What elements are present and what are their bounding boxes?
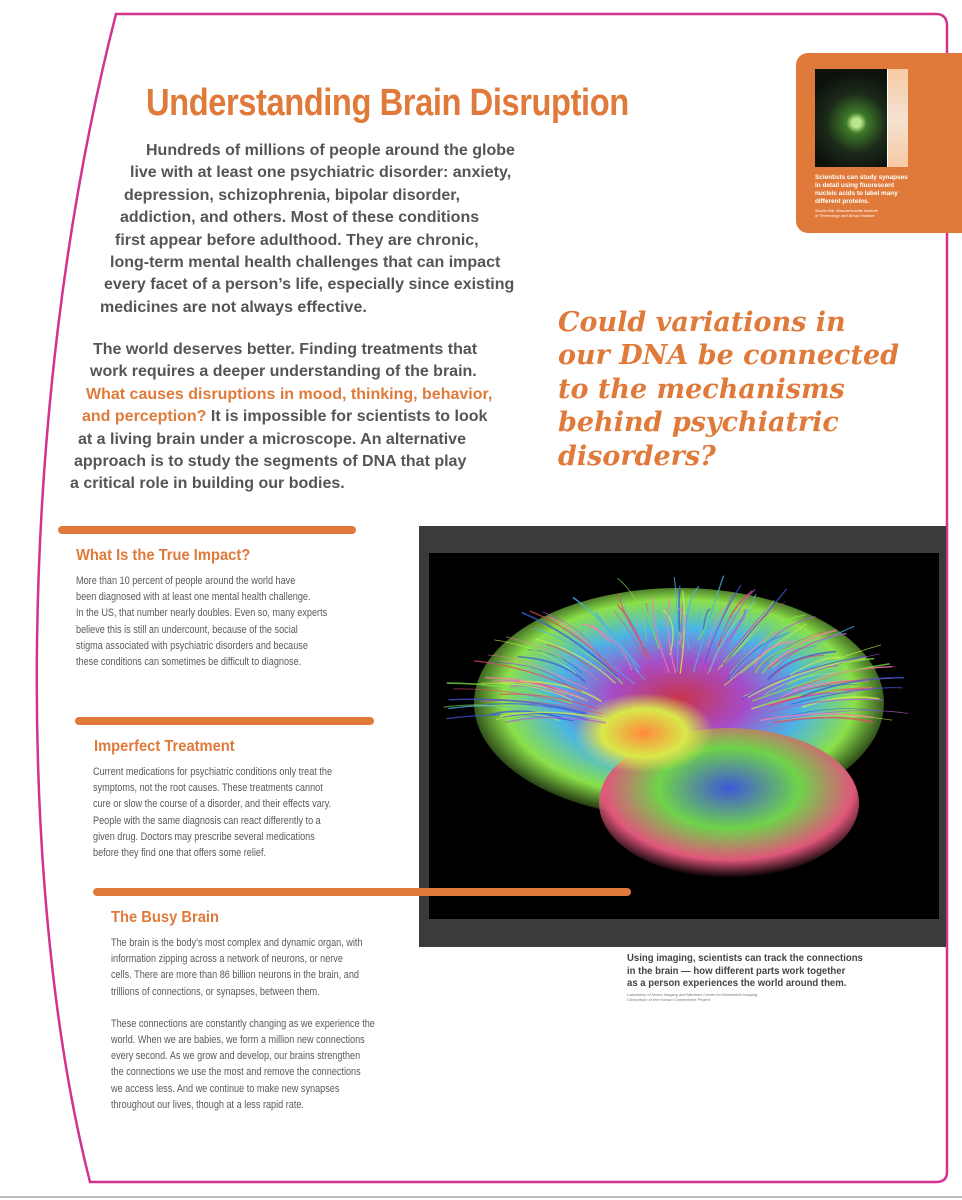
body-line: every second. As we grow and develop, our brains strengthen xyxy=(111,1050,361,1063)
intro-line: medicines are not always effective. xyxy=(100,298,367,316)
section-title-treatment: Imperfect Treatment xyxy=(94,738,235,755)
caption-line: as a person experiences the world around them. xyxy=(627,978,847,990)
intro-line: depression, schizophrenia, bipolar disorder, xyxy=(124,186,461,204)
caption-line: different proteins. xyxy=(815,198,870,205)
credit-line: of Technology and Broad Institute xyxy=(815,212,875,218)
body-line: before they find one that offers some relief. xyxy=(93,847,267,860)
caption-line: nucleic acids to label many xyxy=(815,190,898,197)
body-line: given drug. Doctors may prescribe several medications xyxy=(93,830,315,843)
intro-line: addiction, and others. Most of these conditions xyxy=(120,209,480,227)
body-line: People with the same diagnosis can react differently to a xyxy=(93,814,321,827)
intro-highlight: What causes disruptions in mood, thinking, behavior, xyxy=(86,385,493,403)
intro-text: It is impossible for scientists to look xyxy=(206,408,488,426)
intro-line xyxy=(82,406,488,428)
body-line: cells. There are more than 86 billion neurons in the brain, and xyxy=(111,969,360,982)
page-title: Understanding Brain Disruption xyxy=(146,82,629,124)
intro-line: live with at least one psychiatric disorder: anxiety, xyxy=(130,164,512,182)
intro-line: approach is to study the segments of DNA that play xyxy=(74,453,467,471)
callout-line: our DNA be connected xyxy=(558,340,900,372)
paragraph-gap xyxy=(111,1000,375,1016)
callout-line: behind psychiatric xyxy=(558,407,839,439)
photo-credit xyxy=(815,209,910,219)
brain-image-caption xyxy=(627,953,863,991)
body-line: In the US, that number nearly doubles. Even so, many experts xyxy=(76,607,328,620)
credit-line: Xiaolin Bai, Massachusetts Institute xyxy=(815,208,878,213)
body-line: symptoms, not the root causes. These treatments cannot xyxy=(93,782,323,795)
body-line: been diagnosed with at least one mental health challenge. xyxy=(76,591,311,604)
section-divider-long xyxy=(93,888,631,896)
intro-paragraph-2 xyxy=(0,339,493,496)
body-line: Current medications for psychiatric conditions only treat the xyxy=(93,766,333,778)
page-bottom-rule xyxy=(0,1196,962,1198)
callout-question xyxy=(558,306,899,473)
section-body-treatment xyxy=(93,764,332,861)
intro-line: at a living brain under a microscope. An alternative xyxy=(78,430,466,448)
brain-image-credit xyxy=(627,992,758,1002)
body-line: cure or slow the course of a disorder, and their effects vary. xyxy=(93,798,332,811)
body-line: we access less. And we continue to make new synapses xyxy=(111,1082,340,1095)
body-line: world. When we are babies, we form a million new connections xyxy=(111,1034,365,1047)
section-divider xyxy=(58,526,356,534)
intro-line: work requires a deeper understanding of the brain. xyxy=(90,363,477,381)
section-body-busy-brain xyxy=(111,935,375,1113)
intro-paragraph-1 xyxy=(0,140,515,319)
callout-line: Could variations in xyxy=(558,307,846,338)
section-title-busy-brain: The Busy Brain xyxy=(111,909,219,926)
body-line: More than 10 percent of people around the world have xyxy=(76,575,296,587)
section-body-impact xyxy=(76,573,327,670)
intro-line: every facet of a person’s life, especially since existing xyxy=(104,276,515,294)
credit-line: Laboratory of Neuro Imaging and Martinos Center for Biomedical Imaging, xyxy=(627,992,759,997)
caption-line: in detail using fluorescent xyxy=(815,182,895,189)
intro-line: first appear before adulthood. They are chronic, xyxy=(115,231,479,249)
body-line: information zipping across a network of neurons, or nerve xyxy=(111,953,343,966)
brain-image-panel xyxy=(419,526,946,947)
brain-image-frame xyxy=(429,553,939,919)
credit-line: Consortium of the Human Connectome Project xyxy=(627,997,710,1002)
intro-line: a critical role in building our bodies. xyxy=(70,475,345,493)
body-line: The brain is the body’s most complex and dynamic organ, with xyxy=(111,937,363,949)
intro-line: Hundreds of millions of people around the globe xyxy=(146,142,515,159)
body-line: these conditions can sometimes be difficult to diagnose. xyxy=(76,656,302,669)
synapse-detail-image xyxy=(887,69,908,167)
body-line: These connections are constantly changing as we experience the xyxy=(111,1017,375,1030)
caption-line: Scientists can study synapses xyxy=(815,174,908,181)
body-line: throughout our lives, though at a less rapid rate. xyxy=(111,1098,304,1111)
body-line: stigma associated with psychiatric disorders and because xyxy=(76,639,308,652)
intro-line: long-term mental health challenges that can impact xyxy=(110,254,501,272)
caption-line: Using imaging, scientists can track the connections xyxy=(627,953,863,964)
body-line: the connections we use the most and remove the connections xyxy=(111,1066,361,1079)
synapse-photo-card xyxy=(796,53,962,233)
brain-core-shape xyxy=(574,693,714,773)
callout-line: to the mechanisms xyxy=(558,373,845,405)
photo-caption xyxy=(815,174,910,206)
body-line: trillions of connections, or synapses, between them. xyxy=(111,985,320,998)
section-divider xyxy=(75,717,374,725)
intro-highlight: and perception? xyxy=(82,408,207,426)
intro-line: The world deserves better. Finding treatments that xyxy=(93,341,478,358)
caption-line: in the brain — how different parts work together xyxy=(627,965,846,977)
brain-tractography-image xyxy=(429,553,939,919)
body-line: believe this is still an undercount, because of the social xyxy=(76,623,298,636)
callout-line: disorders? xyxy=(558,440,716,472)
section-title-impact: What Is the True Impact? xyxy=(76,547,251,564)
